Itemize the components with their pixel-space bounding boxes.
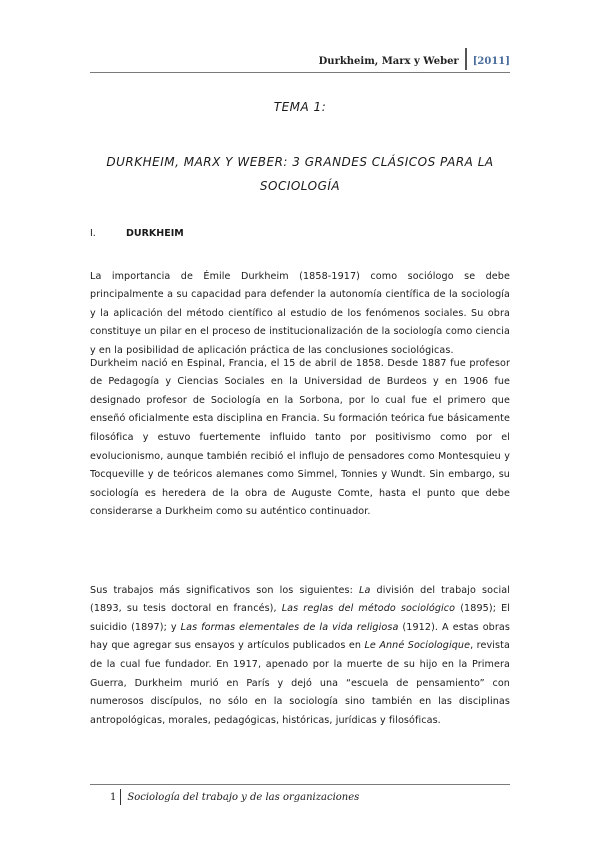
works-text-4: (1912). A estas obras hay que agregar sus ensayos y artículos publicados en xyxy=(90,621,510,652)
header-year: [2011] xyxy=(472,56,510,67)
footer-course: Sociología del trabajo y de las organizaciones xyxy=(127,791,360,803)
page-footer xyxy=(110,789,359,805)
footer-rule xyxy=(90,784,510,785)
paragraph-intro: La importancia de Émile Durkheim (1858-1917) como sociólogo se debe principalmente a su capacidad para defender la autonomía científica de la sociología y la aplicación del método científico al estudio de los fenómenos sociales. Su obra constituye un pilar en el proceso de institucionalización de la sociología como ciencia y en la posibilidad de aplicación práctica de las conclusiones sociológicas. xyxy=(90,270,510,356)
works-text-2: división del trabajo social (1893, su tesis doctoral en francés), xyxy=(90,584,510,615)
page-header xyxy=(319,48,510,70)
works-italic-4: Le Anné Sociologique xyxy=(364,640,471,652)
header-title: Durkheim, Marx y Weber xyxy=(318,56,459,67)
page-title: DURKHEIM, MARX Y WEBER: 3 GRANDES CLÁSICOS PARA LA SOCIOLOGÍA xyxy=(106,155,494,193)
header-rule xyxy=(90,72,510,73)
section-heading xyxy=(90,228,184,239)
footer-separator xyxy=(120,789,121,805)
works-italic-1: La xyxy=(359,584,371,596)
section-number: I. xyxy=(90,228,96,239)
works-text-3: (1895); El suicidio (1897); y xyxy=(90,603,511,633)
works-text-1: Sus trabajos más significativos son los siguientes: xyxy=(90,584,360,596)
paragraph-works xyxy=(90,582,510,731)
tema-heading: TEMA 1: xyxy=(273,100,327,114)
section-name: DURKHEIM xyxy=(126,228,184,239)
works-text-5: , revista de la cual fue fundador. En 1917, apenado por la muerte de su hijo en la Primera Guerra, Durkheim murió en París y dejó una “escuela de pensamiento” con numerosos discípulos, no sólo en la sociología sino también en las disciplinas antropológicas, morales, pedagógicas, históricas, jurídicas y filosóficas. xyxy=(90,640,510,726)
page-number: 1 xyxy=(110,791,117,803)
works-italic-2: Las reglas del método sociológico xyxy=(281,603,456,615)
works-italic-3: Las formas elementales de la vida religiosa xyxy=(180,621,399,633)
paragraph-biography: Durkheim nació en Espinal, Francia, el 15 de abril de 1858. Desde 1887 fue profesor de Pedagogía y Ciencias Sociales en la Universidad de Burdeos y en 1906 fue designado profesor de Sociología en la Sorbona, por lo cual fue el primero que enseñó oficialmente esta disciplina en Francia. Su formación teórica fue básicamente filosófica y estuvo fuertemente influido tanto por positivismo como por el evolucionismo, aunque también recibió el influjo de pensadores como Montesquieu y Tocqueville y de teóricos alemanes como Simmel, Tonnies y Wundt. Sin embargo, su sociología es heredera de la obra de Auguste Comte, hasta el punto que debe considerarse a Durkheim como su auténtico continuador. xyxy=(90,357,510,518)
